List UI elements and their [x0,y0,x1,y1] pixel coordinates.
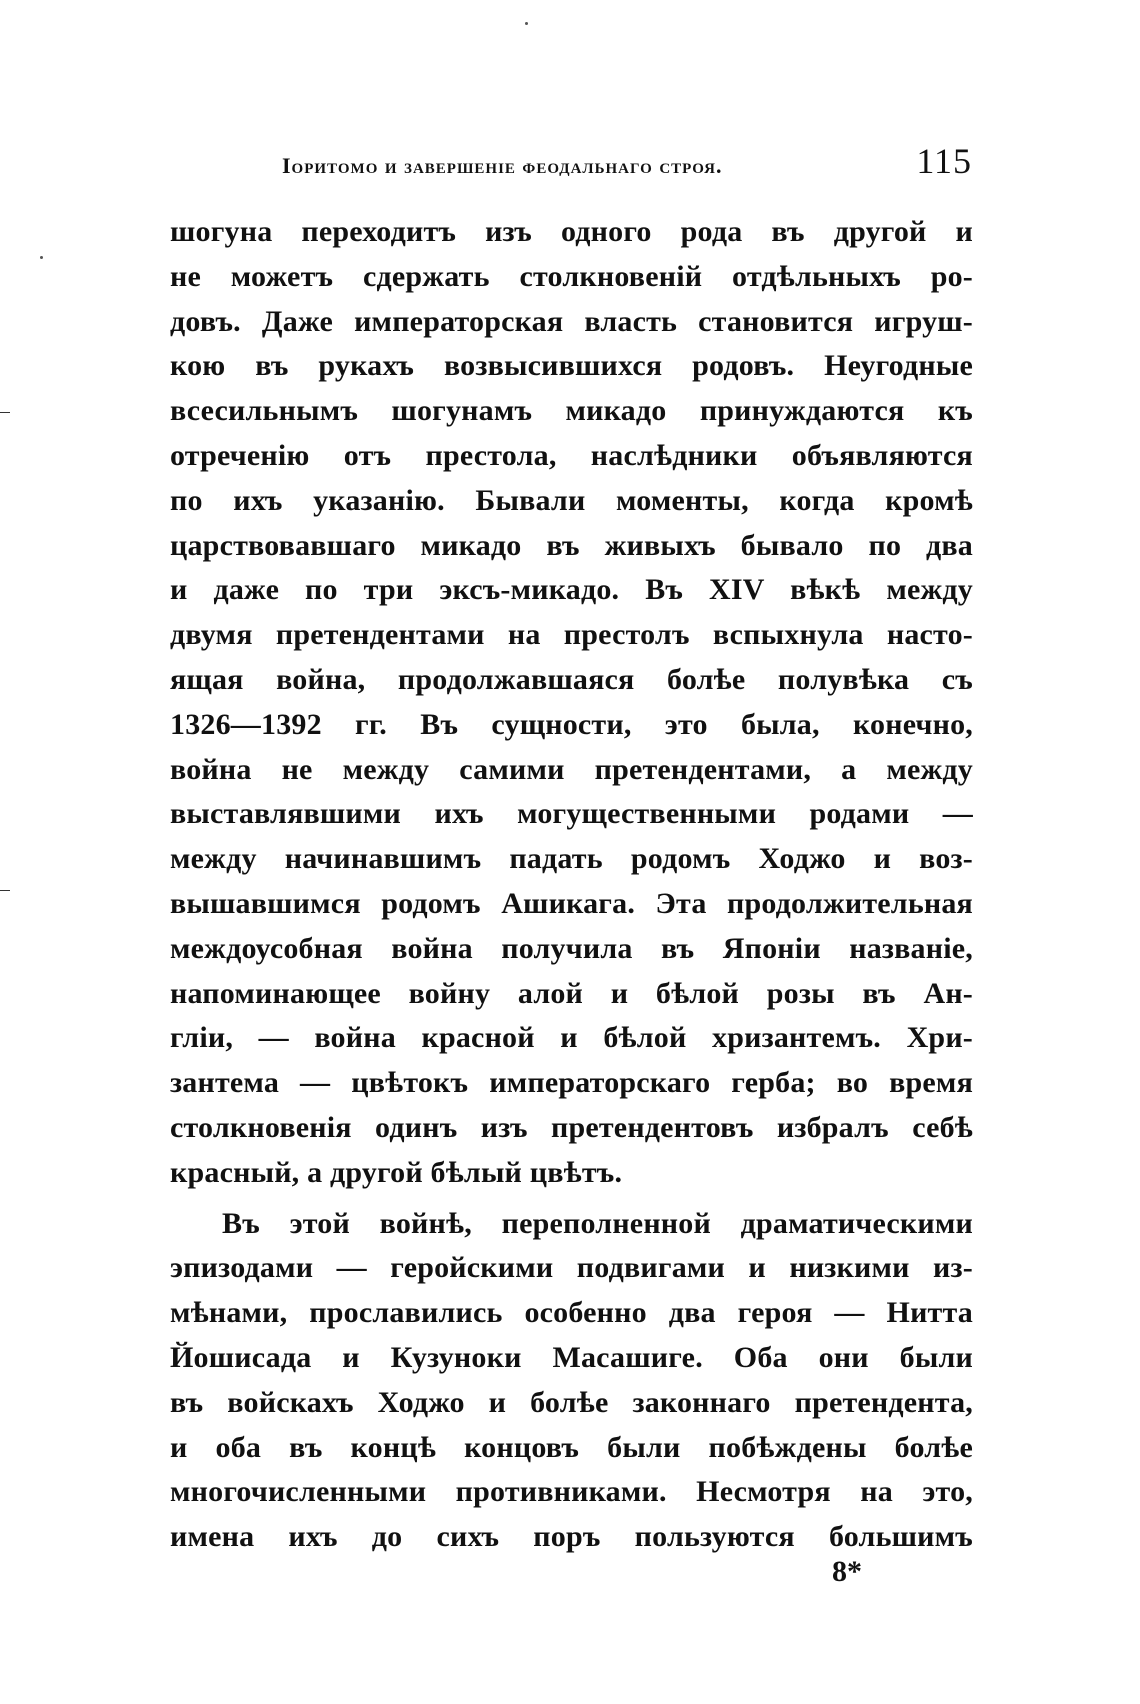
text-line: въ войскахъ Ходжо и болѣе законнаго претендента, [170,1385,973,1419]
text-line: 1326—1392 гг. Въ сущности, это была, конечно, [170,707,973,741]
text-line: красный, а другой бѣлый цвѣтъ. [170,1155,623,1189]
text-line: шогуна переходитъ изъ одного рода въ другой и [170,215,973,248]
text-line: царствовавшаго микадо въ живыхъ бывало по два [170,528,973,562]
text-line: мѣнами, прославились особенно два героя — Нитта [170,1296,973,1330]
text-line: отреченію отъ престола, наслѣдники объявляются [170,438,973,472]
text-line: довъ. Даже императорская власть становится игруш- [170,304,973,338]
text-line: столкновенія одинъ изъ претендентовъ избралъ себѣ [170,1110,973,1144]
text-line: зантема — цвѣтокъ императорскаго герба; во время [170,1066,973,1100]
text-line: гліи, — война красной и бѣлой хризантемъ. Хри- [170,1021,973,1055]
running-head: Іоритомо и завершеніе феодальнаго строя. [282,153,723,178]
text-line: Въ этой войнѣ, переполненной драматическими [222,1206,973,1240]
text-line: по ихъ указанію. Бывали моменты, когда кромѣ [170,483,973,517]
text-line: эпизодами — геройскими подвигами и низкими из- [170,1251,973,1285]
text-line: всесильнымъ шогунамъ микадо принуждаются къ [170,394,973,428]
text-line: Йошисада и Кузуноки Масашиге. Оба они были [170,1340,973,1374]
page-number: 115 [916,141,972,181]
text-line: имена ихъ до сихъ поръ пользуются большимъ [170,1520,973,1554]
text-line: вышавшимся родомъ Ашикага. Эта продолжительная [170,886,973,920]
text-line: напоминающее войну алой и бѣлой розы въ Ан- [170,976,973,1010]
text-line: ящая война, продолжавшаяся болѣе полувѣка съ [170,662,973,696]
text-line: не можетъ сдержать столкновеній отдѣльныхъ ро- [170,259,973,293]
text-line: многочисленными противниками. Несмотря на это, [170,1475,973,1509]
text-line: междоусобная война получила въ Японіи названіе, [170,931,973,965]
text-line: война не между самими претендентами, а между [170,752,973,786]
text-line: двумя претендентами на престолъ вспыхнула насто- [170,618,973,652]
body-text [170,210,973,1560]
scan-speck [40,256,43,259]
scan-speck [525,22,528,25]
text-line: и даже по три эксъ-микадо. Въ XIV вѣкѣ между [170,573,973,607]
page-header [282,140,972,190]
text-line: и оба въ концѣ концовъ были побѣждены болѣе [170,1430,973,1464]
signature-mark: 8* [832,1555,862,1588]
paragraph [170,1202,973,1560]
text-line: между начинавшимъ падать родомъ Ходжо и воз- [170,842,973,876]
margin-tick [0,890,10,891]
text-line: выставлявшими ихъ могущественными родами — [170,797,973,831]
text-line: кою въ рукахъ возвысившихся родовъ. Неугодные [170,349,973,383]
paragraph [170,210,973,1196]
margin-tick [0,412,10,413]
